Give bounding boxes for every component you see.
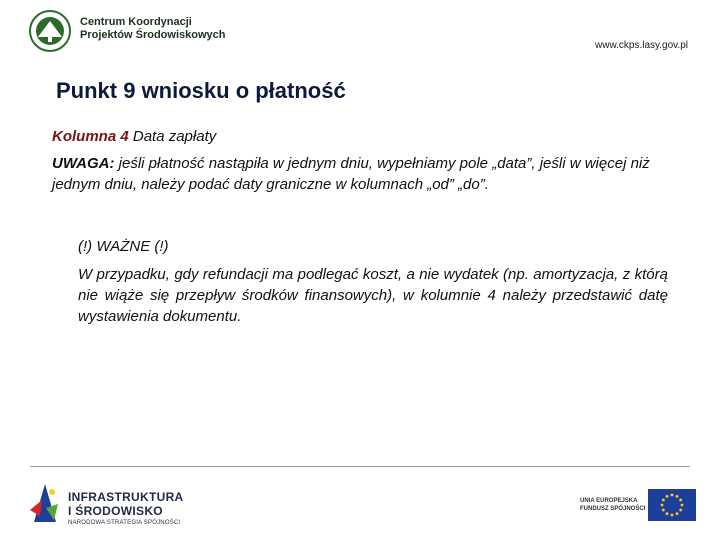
eu-line-1: UNIA EUROPEJSKA [580, 498, 638, 504]
eu-flag-icon [648, 489, 696, 521]
program-line-2: I ŚRODOWISKO [68, 504, 163, 518]
eu-line-2: FUNDUSZ SPÓJNOŚCI [580, 506, 646, 512]
eu-star [679, 509, 682, 512]
website-url[interactable]: www.ckps.lasy.gov.pl [595, 40, 688, 51]
eu-star [662, 499, 665, 502]
eu-star [676, 495, 679, 498]
eu-star [671, 494, 674, 497]
warning-text: jeśli płatność nastąpiła w jednym dniu, wypełniamy pole „data”, jeśli w więcej niż jednym dniu, należy podać daty graniczne w kolumnach „od” „do”. [52, 155, 650, 193]
eu-fund-label [580, 497, 645, 513]
slide-title: Punkt 9 wniosku o płatność [56, 78, 346, 103]
warning-label: UWAGA: [52, 155, 115, 172]
eu-star [671, 514, 674, 517]
eu-star [662, 509, 665, 512]
column-label: Kolumna 4 [52, 128, 129, 145]
program-line-3: NARODOWA STRATEGIA SPÓJNOŚCI [68, 520, 181, 526]
eu-star [679, 499, 682, 502]
program-name [68, 490, 184, 526]
footer-divider [30, 466, 690, 467]
org-line-1: Centrum Koordynacji [80, 16, 192, 28]
organization-name [80, 16, 225, 42]
lasy-panstwowe-logo-icon [26, 10, 74, 52]
program-logo-icon [28, 480, 62, 526]
org-line-2: Projektów Środowiskowych [80, 29, 226, 41]
important-label: (!) WAŻNE (!) [78, 238, 169, 255]
column-subtitle [52, 126, 682, 147]
eu-star [681, 504, 684, 507]
important-text: W przypadku, gdy refundacji ma podlegać koszt, a nie wydatek (np. amortyzacja, z którą nie wiąże się przepływ środków finansowych), w kolumnie 4 należy przedstawić datę wystawienia dokumentu. [78, 266, 668, 325]
eu-star [661, 504, 664, 507]
eu-star [666, 512, 669, 515]
eu-star [676, 512, 679, 515]
column-name: Data zapłaty [128, 128, 217, 145]
warning-paragraph [52, 153, 682, 195]
eu-star [666, 495, 669, 498]
program-line-1: INFRASTRUKTURA [68, 490, 184, 504]
